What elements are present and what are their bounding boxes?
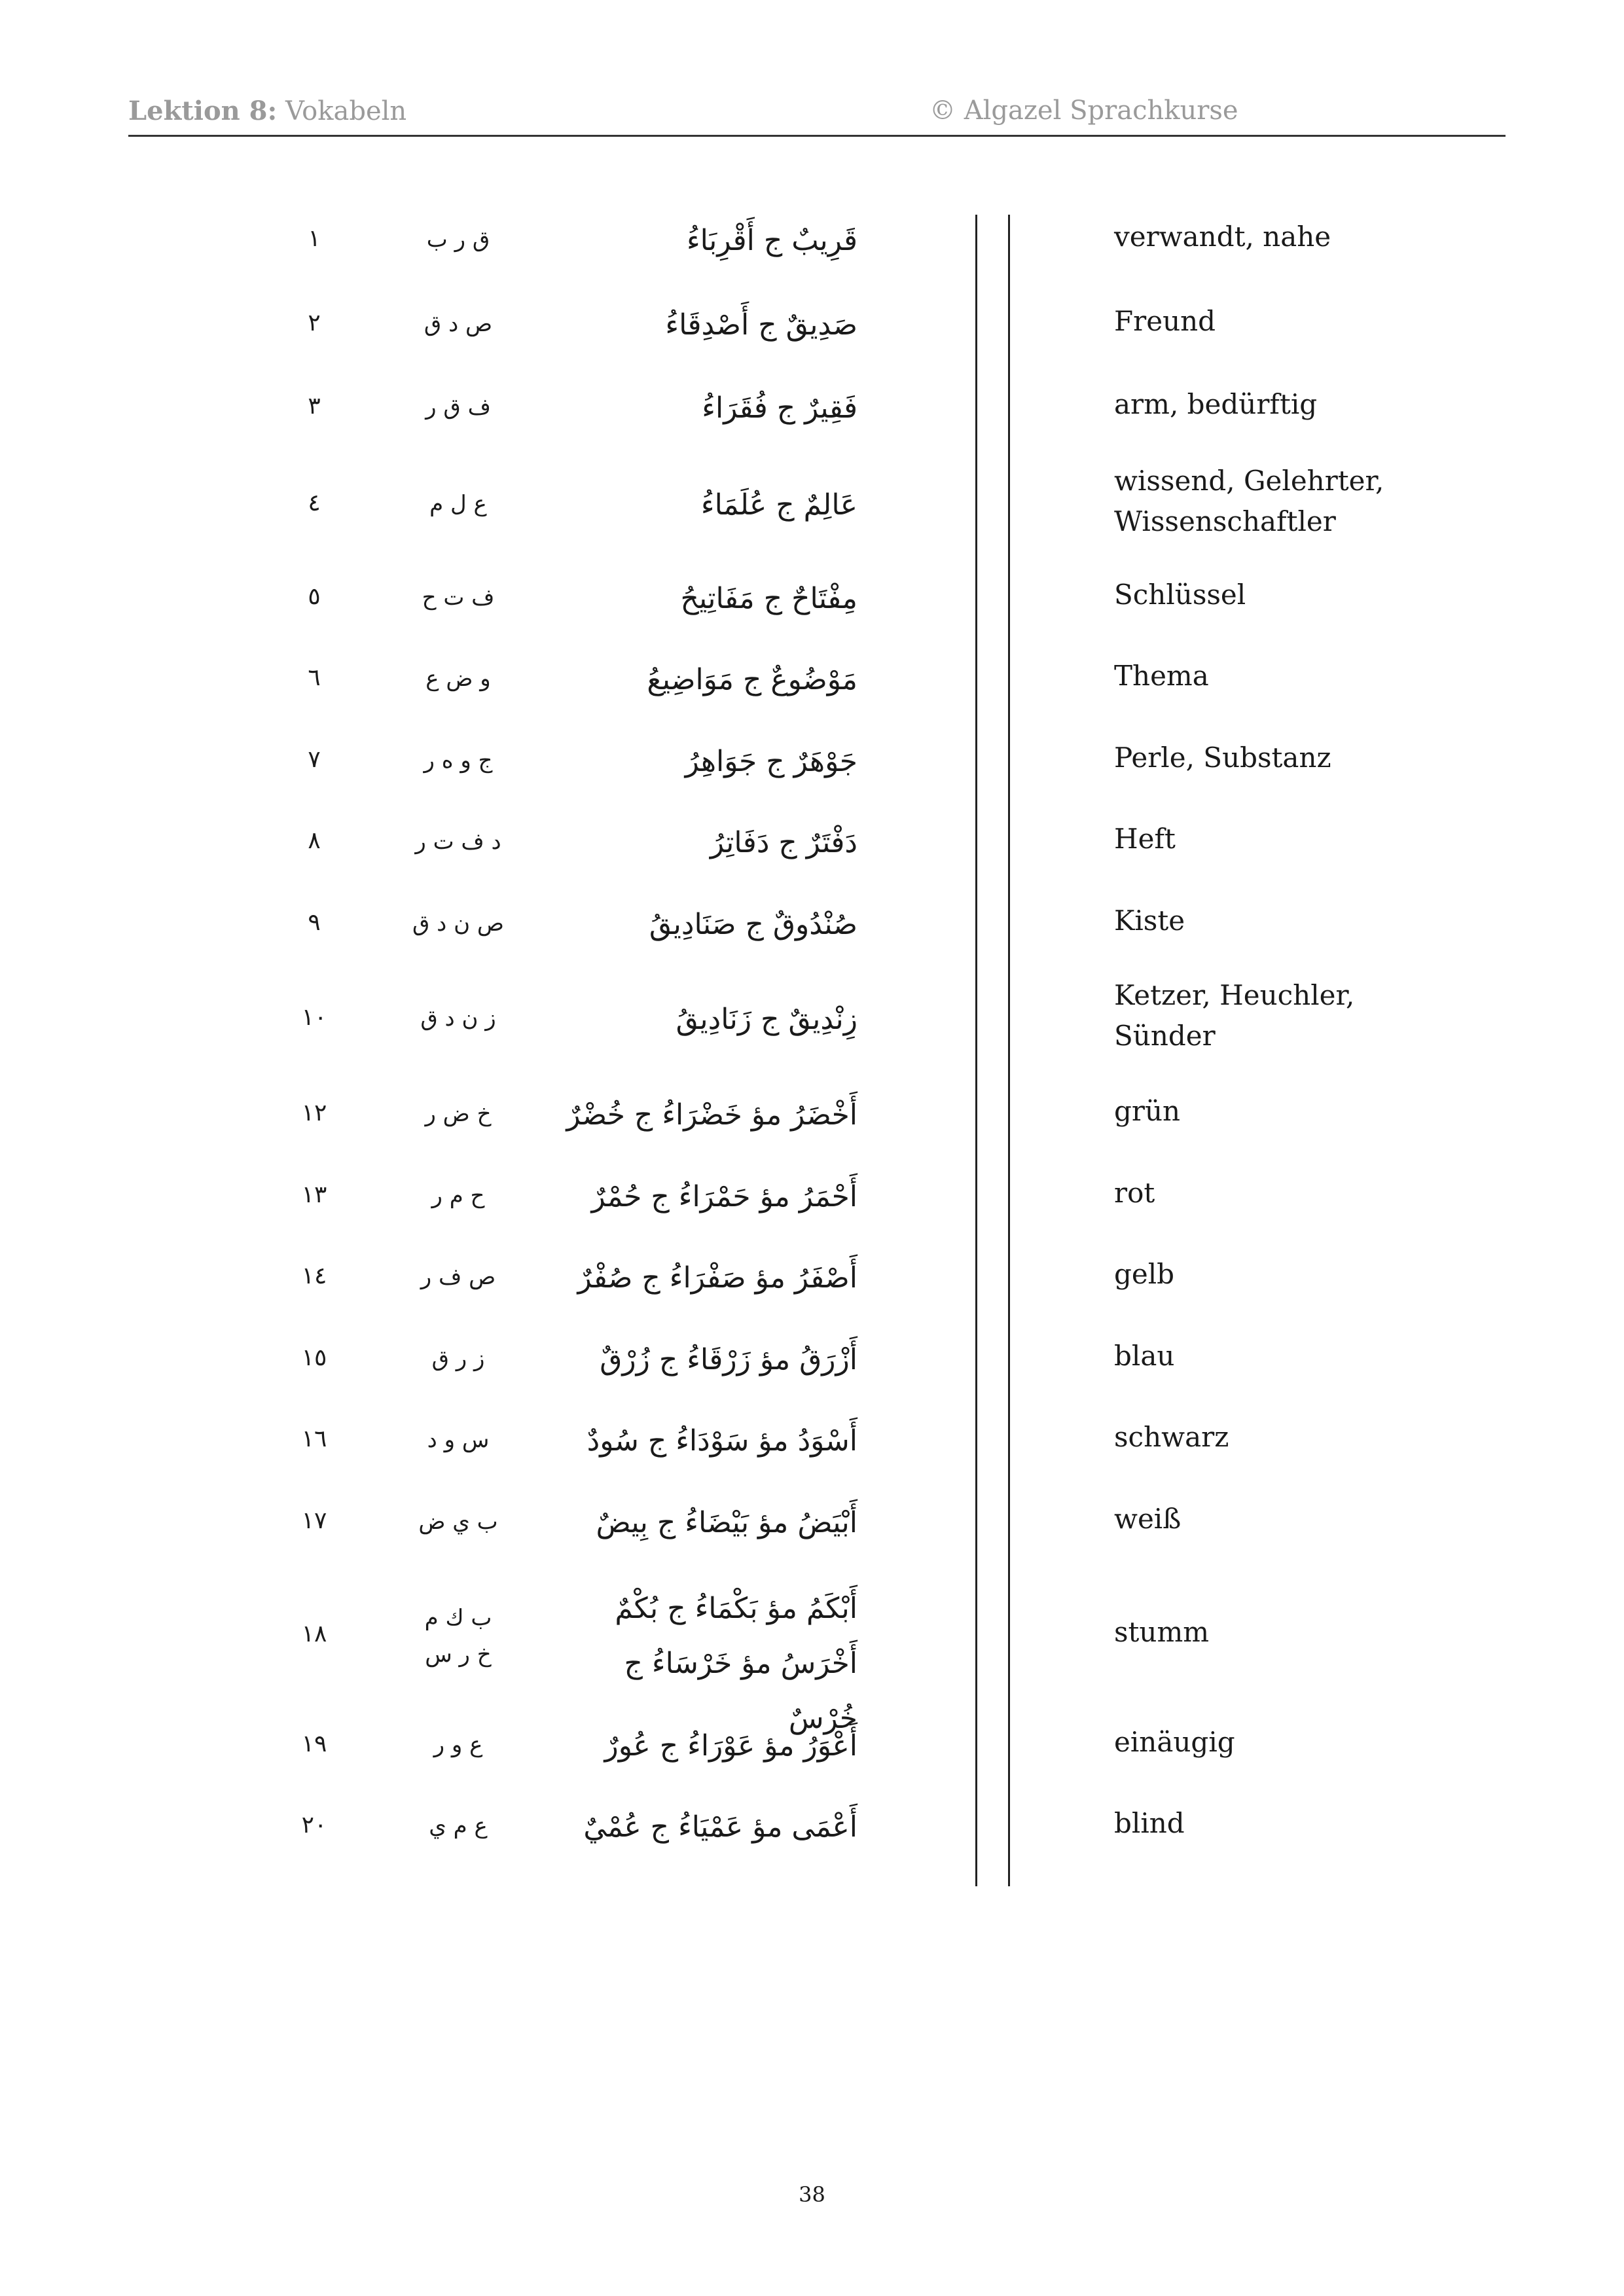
entry-number: ١ — [308, 225, 321, 252]
line: Sünder — [1114, 1020, 1216, 1052]
line: أَعْوَرُ مؤ عَوْرَاءُ ج عُورٌ — [604, 1729, 857, 1763]
entry-number: ٦ — [308, 664, 321, 691]
root-letters: ص ف ر — [420, 1264, 496, 1290]
line: دَفْتَرٌ ج دَفَاتِرُ — [710, 826, 857, 859]
page-number: 38 — [799, 2182, 825, 2207]
german-translation — [1114, 738, 1481, 778]
line: صَدِيقٌ ج أَصْدِقَاءُ — [665, 308, 857, 342]
entry-number: ١٢ — [301, 1100, 327, 1126]
arabic-term — [550, 992, 857, 1047]
line: Kiste — [1114, 905, 1185, 937]
line: Schlüssel — [1114, 579, 1246, 611]
entry-number: ١٧ — [301, 1507, 327, 1534]
root-letters: ع ل م — [429, 491, 487, 517]
line: schwarz — [1114, 1421, 1229, 1453]
line: فَقِيرٌ ج فُقَرَاءُ — [702, 391, 857, 425]
entry-number: ١٦ — [301, 1426, 327, 1452]
german-translation — [1114, 1722, 1481, 1763]
line: أَصْفَرُ مؤ صَفْرَاءُ ج صُفْرٌ — [577, 1261, 857, 1295]
line: مِفْتَاحٌ ج مَفَاتِيحُ — [680, 582, 857, 615]
arabic-term — [550, 298, 857, 353]
arabic-term — [550, 1800, 857, 1855]
line: أَبْكَمُ مؤ بَكْمَاءُ ج بُكْمٌ — [615, 1592, 857, 1625]
german-translation — [1114, 461, 1481, 542]
entry-number: ٩ — [308, 909, 321, 936]
arabic-term — [550, 897, 857, 952]
column-divider-right — [1008, 215, 1010, 1886]
entry-number: ٢ — [308, 310, 321, 336]
german-translation — [1114, 1499, 1481, 1539]
line: blau — [1114, 1340, 1175, 1372]
german-translation — [1114, 1254, 1481, 1295]
root-letters: ص د ق — [424, 311, 493, 337]
entry-number: ١٤ — [301, 1263, 327, 1289]
arabic-term — [550, 734, 857, 789]
entry-number: ١٣ — [301, 1181, 327, 1208]
entry-number: ٧ — [308, 746, 321, 773]
lesson-topic: Vokabeln — [285, 96, 407, 126]
line: weiß — [1114, 1503, 1182, 1535]
line: Ketzer, Heuchler, — [1114, 979, 1355, 1011]
line: rot — [1114, 1177, 1155, 1209]
header-rule — [128, 135, 1506, 137]
entry-number: ٨ — [308, 827, 321, 854]
german-translation — [1114, 1417, 1481, 1458]
line: Freund — [1114, 305, 1216, 337]
line: einäugig — [1114, 1726, 1235, 1758]
arabic-term — [550, 1496, 857, 1551]
root-letters: س و د — [427, 1427, 490, 1453]
german-translation — [1114, 301, 1481, 342]
arabic-term — [550, 816, 857, 870]
german-translation — [1114, 384, 1481, 425]
german-translation — [1114, 819, 1481, 859]
german-translation — [1114, 975, 1481, 1056]
root-letters: ف ق ر — [425, 394, 491, 420]
entry-number: ٣ — [308, 393, 321, 420]
arabic-term — [550, 1719, 857, 1774]
line: Perle, Substanz — [1114, 742, 1331, 774]
root-letters: خ ض ر — [425, 1101, 492, 1127]
german-translation — [1114, 656, 1481, 696]
root-letters: ز ن د ق — [420, 1005, 496, 1031]
line: خ ر س — [425, 1641, 492, 1668]
line: grün — [1114, 1095, 1181, 1127]
line: Thema — [1114, 660, 1209, 692]
column-divider-left — [975, 215, 977, 1886]
german-translation — [1114, 901, 1481, 941]
german-translation — [1114, 1612, 1481, 1653]
line: gelb — [1114, 1258, 1175, 1290]
entry-number: ٤ — [308, 490, 321, 516]
entry-number: ٢٠ — [301, 1812, 327, 1839]
line: Wissenschaftler — [1114, 505, 1336, 537]
root-letters: ع م ي — [429, 1813, 488, 1839]
german-translation — [1114, 1091, 1481, 1132]
line: صُنْدُوقٌ ج صَنَادِيقُ — [649, 908, 857, 941]
root-letters: ح م ر — [431, 1183, 485, 1209]
line: عَالِمٌ ج عُلَمَاءُ — [700, 488, 857, 522]
german-translation — [1114, 1173, 1481, 1213]
root-letters: ف ت ح — [422, 584, 495, 611]
root-letters: ب ي ض — [418, 1509, 498, 1535]
arabic-term — [550, 1251, 857, 1306]
line: مَوْضُوعٌ ج مَوَاضِيعُ — [647, 663, 857, 696]
line: أَعْمَى مؤ عَمْيَاءُ ج عُمْيٌ — [583, 1810, 857, 1844]
german-translation — [1114, 1803, 1481, 1844]
root-letters: ق ر ب — [426, 226, 490, 253]
header-copyright: © Algazel Sprachkurse — [929, 96, 1238, 126]
german-translation — [1114, 217, 1481, 257]
line: أَخْرَسُ مؤ خَرْسَاءُ ج خُرْسٌ — [624, 1647, 857, 1735]
line: arm, bedürftig — [1114, 388, 1318, 420]
line: wissend, Gelehrter, — [1114, 465, 1384, 497]
arabic-term — [550, 571, 857, 626]
line: قَرِيبٌ ج أَقْرِبَاءُ — [686, 224, 857, 257]
arabic-term — [550, 1414, 857, 1469]
root-letters: ص ن د ق — [412, 910, 505, 937]
arabic-term — [550, 1088, 857, 1143]
page-header — [128, 96, 1506, 135]
header-lesson — [128, 96, 406, 126]
line: blind — [1114, 1807, 1185, 1839]
arabic-term — [550, 213, 857, 268]
line: أَسْوَدُ مؤ سَوْدَاءُ ج سُودٌ — [586, 1424, 857, 1458]
root-letters: و ض ع — [425, 666, 491, 692]
line: Heft — [1114, 823, 1176, 855]
arabic-term — [550, 1333, 857, 1388]
line: جَوْهَرٌ ج جَوَاهِرُ — [685, 745, 857, 778]
entry-number: ٥ — [308, 583, 321, 610]
arabic-term — [550, 1170, 857, 1225]
german-translation — [1114, 575, 1481, 615]
german-translation — [1114, 1336, 1481, 1376]
line: أَزْرَقُ مؤ زَرْقَاءُ ج زُرْقٌ — [600, 1343, 857, 1376]
entry-number: ١٩ — [301, 1731, 327, 1757]
line: أَبْيَضُ مؤ بَيْضَاءُ ج بِيضٌ — [596, 1506, 857, 1539]
arabic-term — [550, 653, 857, 708]
entry-number: ١٨ — [301, 1621, 327, 1647]
line: أَحْمَرُ مؤ حَمْرَاءُ ج حُمْرٌ — [591, 1180, 857, 1213]
line: stumm — [1114, 1616, 1210, 1648]
root-letters: ز ر ق — [431, 1346, 485, 1372]
root-letters: ج و ه ر — [424, 747, 493, 774]
arabic-term — [550, 381, 857, 436]
line: زِنْدِيقٌ ج زَنَادِيقُ — [676, 1003, 857, 1036]
line: أَخْضَرُ مؤ خَضْرَاءُ ج خُضْرٌ — [566, 1098, 857, 1132]
entry-number: ١٥ — [301, 1344, 327, 1371]
line: verwandt, nahe — [1114, 221, 1331, 253]
arabic-term — [550, 478, 857, 533]
lesson-label: Lektion 8: — [128, 96, 278, 126]
root-letters — [380, 1600, 537, 1673]
root-letters: ع و ر — [433, 1732, 483, 1758]
entry-number: ١٠ — [301, 1004, 327, 1031]
root-letters: د ف ت ر — [415, 829, 501, 855]
line: ب ك م — [424, 1605, 492, 1631]
